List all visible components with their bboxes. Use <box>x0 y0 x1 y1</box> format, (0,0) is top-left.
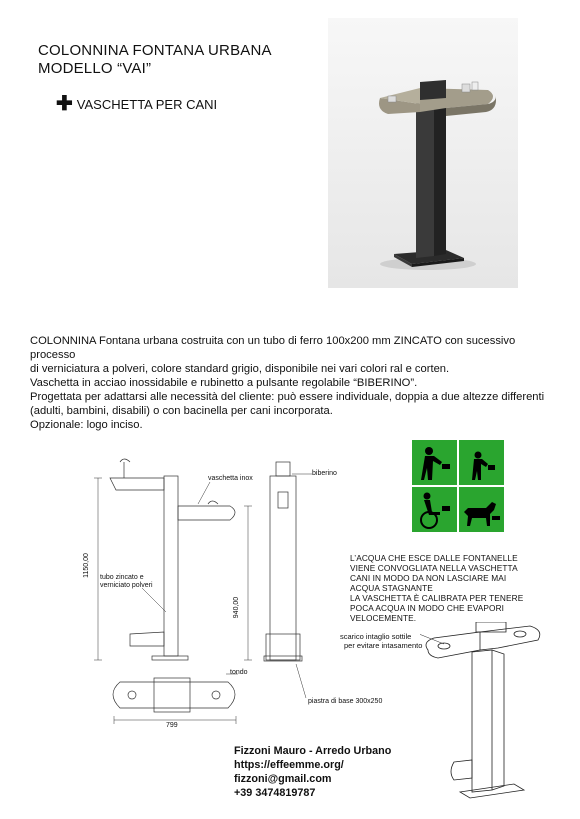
description <box>30 334 560 432</box>
note-line: POCA ACQUA IN MODO CHE EVAPORI <box>350 603 505 613</box>
description-line: (adulti, bambini, disabili) o con bacinella per cani incorporata. <box>30 405 333 417</box>
dimension-height: 1150,00 <box>82 553 90 578</box>
column-side-view <box>164 476 178 656</box>
product-photo <box>328 18 518 288</box>
title-line-2: MODELLO “VAI” <box>38 60 152 77</box>
description-line: Opzionale: logo inciso. <box>30 419 143 431</box>
adult-drinking-icon <box>412 440 457 485</box>
title-line-1: COLONNINA FONTANA URBANA <box>38 42 272 59</box>
note-line: VELOCEMENTE. <box>350 613 417 623</box>
dimension-bowl-height: 940,00 <box>233 596 241 619</box>
label-vaschetta: vaschetta inox <box>208 475 253 482</box>
note-line: CANI IN MODO DA NON LASCIARE MAI <box>350 573 507 583</box>
option-label: VASCHETTA PER CANI <box>76 96 218 112</box>
contact-info <box>234 744 391 800</box>
description-line: di verniciatura a polveri, colore standard grigio, disponibile nei vari colori ral e corten. <box>30 363 450 375</box>
email-link[interactable]: fizzoni@gmail.com <box>234 773 332 785</box>
dog-drinking-icon <box>459 487 504 532</box>
plus-icon: ✚ <box>56 93 73 115</box>
page-title <box>38 42 272 78</box>
isometric-drawing <box>420 622 560 807</box>
label-piastra: piastra di base 300x250 <box>308 698 383 705</box>
description-line: Progettata per adattarsi alle necessità del cliente: può essere individuale, doppia a due altezze differenti <box>30 391 545 403</box>
column-front-view <box>270 476 296 660</box>
top-view <box>113 682 235 708</box>
child-drinking-icon <box>459 440 504 485</box>
label-biberino: biberino <box>312 470 337 477</box>
note-line: VIENE CONVOGLIATA NELLA VASCHETTA <box>350 563 518 573</box>
label-scarico: scarico intaglio sottile per evitare intasamento <box>340 632 423 650</box>
phone-number: +39 3474819787 <box>234 787 316 799</box>
label-tubo: tubo zincato e verniciato polveri <box>100 574 153 589</box>
option-dog-bowl <box>56 93 218 115</box>
wheelchair-drinking-icon <box>412 487 457 532</box>
label-tondo: tondo <box>230 669 248 676</box>
description-line: Vaschetta in acciao inossidabile e rubinetto a pulsante regolabile “BIBERINO”. <box>30 377 418 389</box>
company-name: Fizzoni Mauro - Arredo Urbano <box>234 745 392 757</box>
description-line: COLONNINA Fontana urbana costruita con un tubo di ferro 100x200 mm ZINCATO con sucessivo processo <box>30 335 516 361</box>
note-line: ACQUA STAGNANTE <box>350 583 433 593</box>
website-link[interactable]: https://effeemme.org/ <box>234 759 344 771</box>
note-line: LA VASCHETTA È CALIBRATA PER TENERE <box>350 593 524 603</box>
usage-icons <box>412 440 504 532</box>
dimension-width: 799 <box>166 722 178 729</box>
drainage-note <box>350 553 560 623</box>
note-line: L’ACQUA CHE ESCE DALLE FONTANELLE <box>350 553 518 563</box>
